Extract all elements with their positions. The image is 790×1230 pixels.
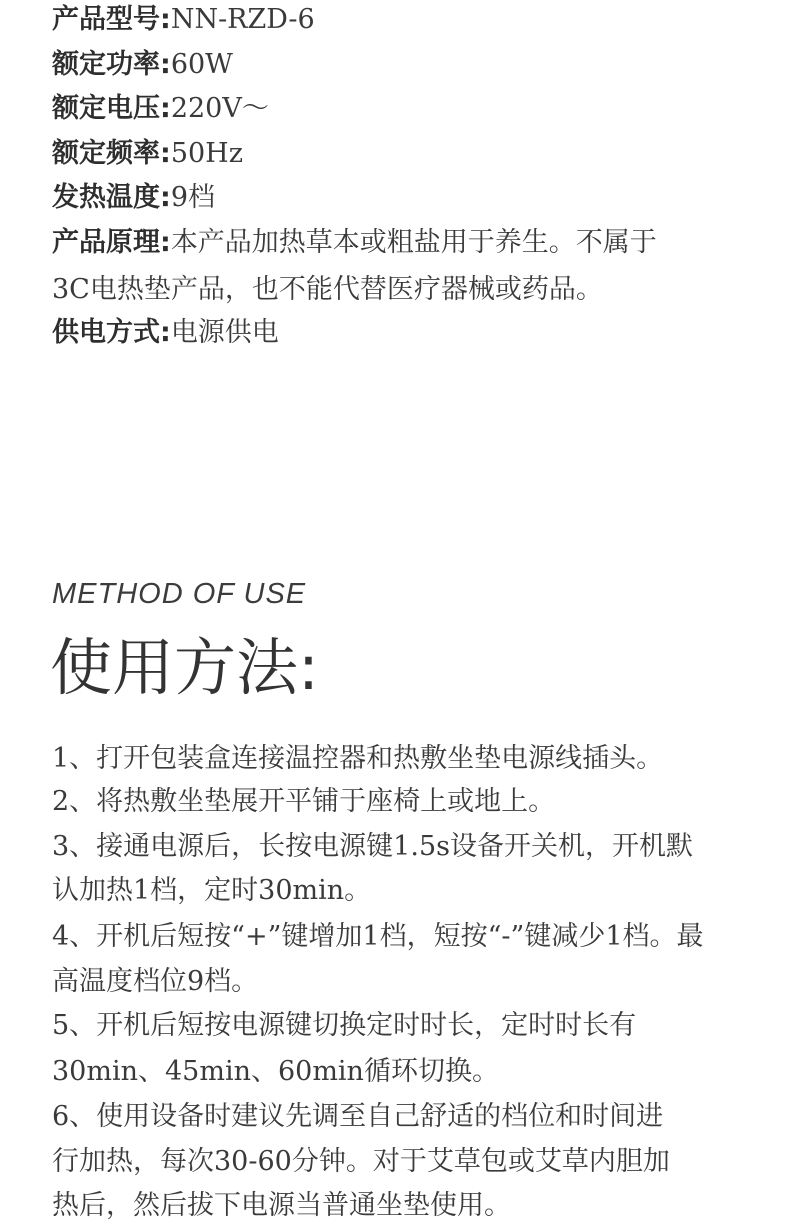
spec-model-label: 产品型号: (52, 4, 171, 35)
step-line: 5、开机后短按电源键切换定时时长，定时时长有 (52, 1010, 637, 1041)
spec-principle (52, 221, 657, 265)
spec-frequency-value: 50Hz (170, 138, 243, 169)
method-title-cn: 使用方法: (50, 631, 319, 704)
step-line: 认加热1档，定时30min。 (52, 875, 372, 906)
step-line: 热后，然后拔下电源当普通坐垫使用。 (52, 1190, 511, 1221)
spec-power-label: 额定功率: (52, 49, 171, 80)
step-line: 30min、45min、60min循环切换。 (52, 1056, 499, 1087)
spec-power (52, 43, 233, 87)
step-line: 高温度档位9档。 (52, 966, 259, 997)
step-line: 4、开机后短按“+”键增加1档，短按“-”键减少1档。最 (52, 921, 704, 952)
spec-temperature (52, 176, 215, 220)
spec-frequency (52, 132, 243, 176)
spec-voltage-label: 额定电压: (52, 93, 171, 124)
spec-principle-continued: 3C电热垫产品，也不能代替医疗器械或药品。 (52, 274, 603, 305)
step-line: 3、接通电源后，长按电源键1.5s设备开关机，开机默 (52, 831, 693, 862)
spec-power-value: 60W (170, 49, 233, 80)
spec-supply-value: 电源供电 (170, 317, 279, 348)
step-line: 6、使用设备时建议先调至自己舒适的档位和时间进 (52, 1101, 664, 1132)
spec-temperature-label: 发热温度: (52, 182, 171, 213)
spec-voltage-value: 220V～ (170, 93, 269, 124)
spec-frequency-label: 额定频率: (52, 138, 171, 169)
step-line: 行加热，每次30-60分钟。对于艾草包或艾草内胆加 (52, 1146, 670, 1177)
step-line: 2、将热敷坐垫展开平铺于座椅上或地上。 (52, 786, 556, 817)
step-line: 1、打开包装盒连接温控器和热敷坐垫电源线插头。 (52, 743, 664, 774)
spec-model-value: NN-RZD-6 (170, 4, 315, 35)
spec-principle-value: 本产品加热草本或粗盐用于养生。不属于 (170, 227, 657, 258)
spec-voltage (52, 87, 269, 131)
spec-model (52, 0, 315, 42)
method-title-en: METHOD OF USE (52, 578, 307, 610)
spec-principle-label: 产品原理: (52, 227, 171, 258)
spec-supply-label: 供电方式: (52, 317, 171, 348)
spec-supply (52, 311, 279, 355)
spec-temperature-value: 9档 (170, 182, 215, 213)
